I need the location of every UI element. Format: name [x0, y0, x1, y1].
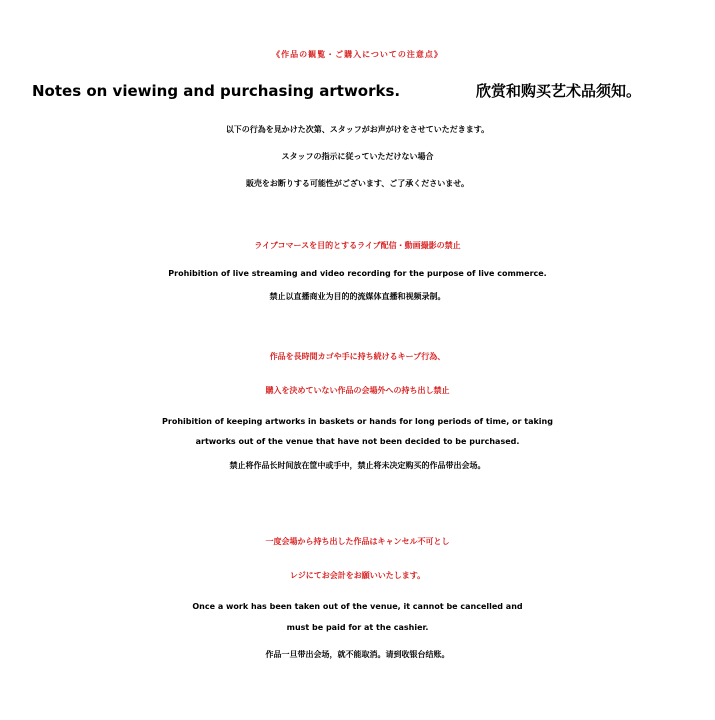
notes-row [0, 80, 715, 102]
notes-english: Notes on viewing and purchasing artworks. [32, 82, 401, 100]
section-english: artworks out of the venue that have not been decided to be purchased. [195, 437, 520, 446]
section-title: 購入を決めていない作品の会場外への持ち出し禁止 [265, 386, 450, 395]
section-english: Prohibition of keeping artworks in baskets or hands for long periods of time, or taking [162, 417, 553, 426]
section-chinese: 禁止以直播商业为目的的流媒体直播和视频录制。 [269, 292, 446, 301]
section-english: Prohibition of live streaming and video recording for the purpose of live commerce. [168, 269, 547, 278]
page-title: 《作品の観覧・ご購入についての注意点》 [272, 50, 443, 59]
section-chinese: 作品一旦带出会场，就不能取消。请到收银台结账。 [265, 650, 450, 659]
intro-line: 以下の行為を見かけた次第、スタッフがお声がけをさせていただきます。 [225, 125, 490, 134]
section-title: ライブコマースを目的とするライブ配信・動画撮影の禁止 [254, 241, 461, 250]
section-english: must be paid for at the cashier. [286, 623, 429, 632]
section-english: Once a work has been taken out of the venue, it cannot be cancelled and [192, 602, 523, 611]
section-title: 作品を長時間カゴや手に持ち続けるキープ行為、 [269, 352, 446, 361]
section-title: 一度会場から持ち出した作品はキャンセル不可とし [265, 537, 450, 546]
intro-line: スタッフの指示に従っていただけない場合 [281, 152, 434, 161]
notes-chinese: 欣赏和购买艺术品须知。 [476, 82, 642, 100]
section-title: レジにてお会計をお願いいたします。 [289, 571, 426, 580]
section-chinese: 禁止将作品长时间放在筐中或手中，禁止将未决定购买的作品带出会场。 [229, 461, 486, 470]
intro-line: 販売をお断りする可能性がございます、ご了承くださいませ。 [245, 179, 470, 188]
